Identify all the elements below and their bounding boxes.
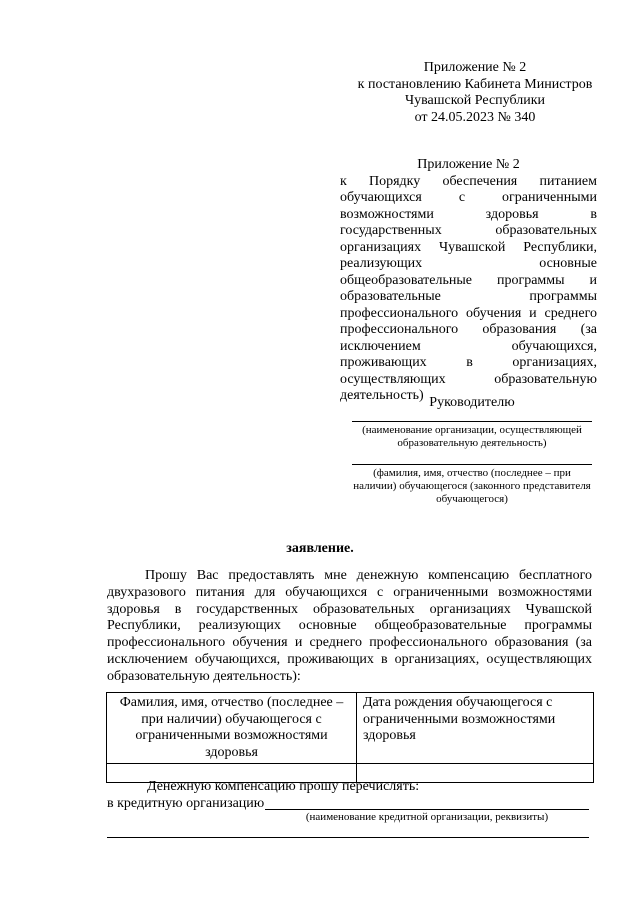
republic-name: Чувашской Республики <box>404 93 546 108</box>
column-header-full-name: Фамилия, имя, отчество (последнее – при наличии) обучающегося с ограниченными возможностями здоровья <box>107 693 357 764</box>
resolution-date-number: от 24.05.2023 № 340 <box>414 109 536 125</box>
organization-name-caption: (наименование организации, осуществляющей образовательную деятельность) <box>362 424 582 449</box>
appendix-number: Приложение № 2 <box>423 60 527 75</box>
bank-label: в кредитную организацию <box>107 796 265 811</box>
bank-details-field[interactable] <box>107 837 589 838</box>
statement-title: заявление. <box>286 541 354 556</box>
student-table <box>106 692 594 783</box>
column-header-birth-date: Дата рождения обучающегося с ограниченными возможностями здоровья <box>357 693 594 764</box>
applicant-name-field[interactable] <box>352 464 592 465</box>
compensation-intro: Денежную компенсацию прошу перечислять: <box>147 779 420 794</box>
statement-text: Прошу Вас предоставлять мне денежную компенсацию бесплатного двухразового питания для обучающихся с ограниченными возможностями здоровья в государственных образовательных организациях Чувашской Республики, реализующих основные общеобразовательные программы профессионального обучения и среднего профессионального образования (за исключением обучающихся, проживающих в организациях, осуществляющих образовательную деятельность): <box>107 568 592 684</box>
table-header-row <box>107 693 594 764</box>
appendix-resolution-header <box>340 60 610 126</box>
order-reference-text: к Порядку обеспечения питанием обучающихся с ограниченными возможностями здоровья в государственных образовательных организациях Чувашской Республики, реализующих основные общеобразовательные программы и образовательные программы профессионального обучения и среднего профессионального образования (за исключением обучающихся, проживающих в организациях, осуществляющих образовательную деятельность) <box>340 173 597 403</box>
appendix-order-header <box>340 157 597 405</box>
statement-paragraph <box>107 568 592 686</box>
order-appendix-number: Приложение № 2 <box>417 157 520 172</box>
bank-caption: (наименование кредитной организации, реквизиты) <box>305 811 549 823</box>
organization-name-field[interactable] <box>352 421 592 422</box>
resolution-reference: к постановлению Кабинета Министров <box>357 76 593 92</box>
bank-name-field[interactable] <box>265 809 589 810</box>
addressee-label: Руководителю <box>429 395 515 410</box>
applicant-name-caption: (фамилия, имя, отчество (последнее – при наличии) обучающегося (законного представителя обучающегося) <box>353 467 591 505</box>
